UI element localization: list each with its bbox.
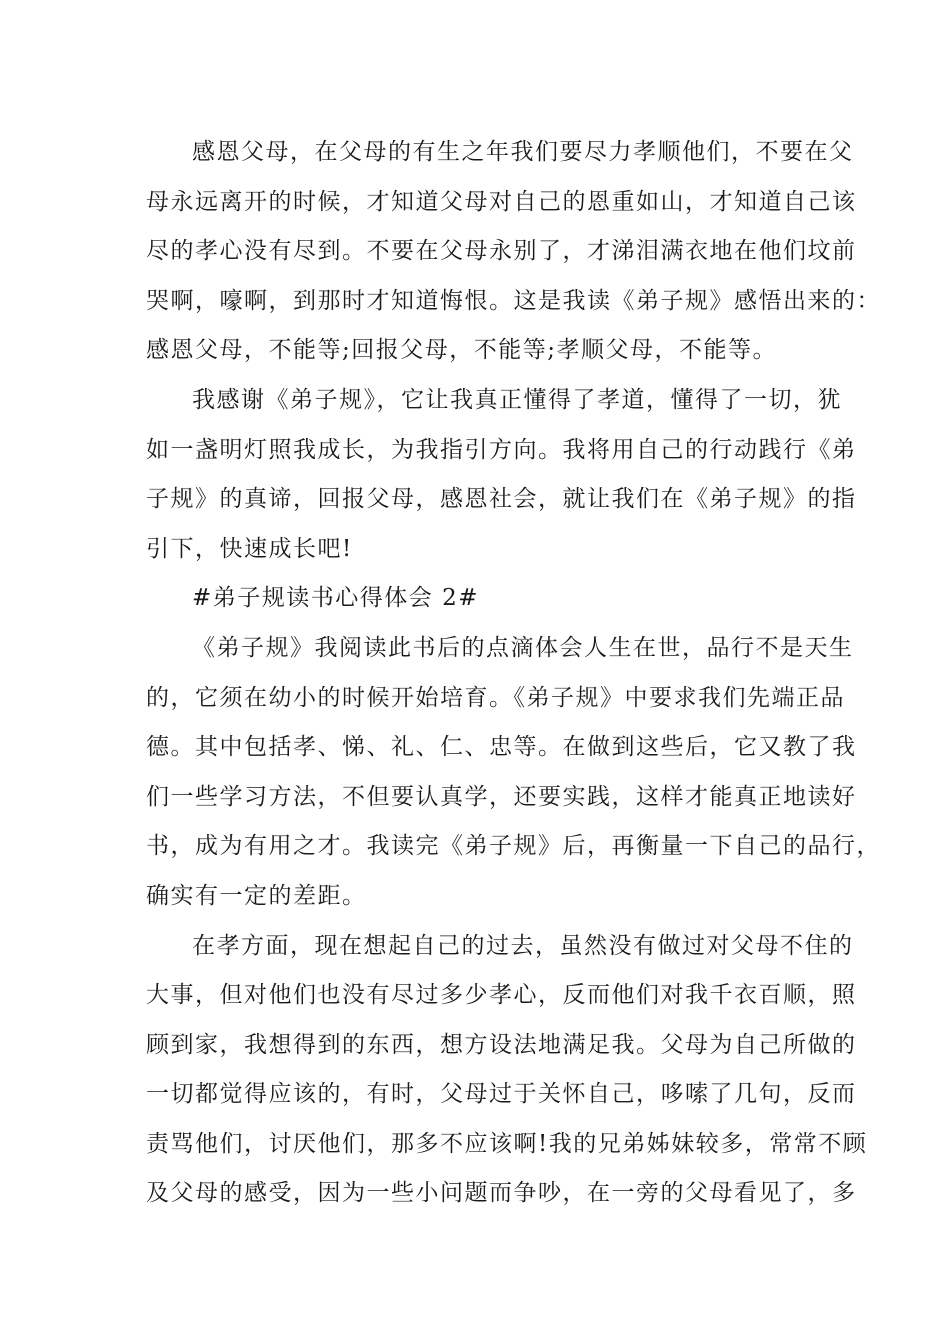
paragraph-line: 引下，快速成长吧! bbox=[146, 535, 353, 562]
paragraph-line: 我感谢《弟子规》，它让我真正懂得了孝道，懂得了一切，犹 bbox=[192, 386, 842, 413]
paragraph-line: 在孝方面，现在想起自己的过去，虽然没有做过对父母不住的 bbox=[192, 932, 854, 959]
paragraph-line: 德。其中包括孝、悌、礼、仁、忠等。在做到这些后，它又教了我 bbox=[146, 734, 857, 761]
section-heading: #弟子规读书心得体会 2# bbox=[192, 585, 479, 612]
paragraph-line: 们一些学习方法，不但要认真学，还要实践，这样才能真正地读好 bbox=[146, 783, 857, 810]
paragraph-line: 感恩父母，在父母的有生之年我们要尽力孝顺他们，不要在父 bbox=[192, 139, 854, 165]
paragraph-line: 母永远离开的时候，才知道父母对自己的恩重如山，才知道自己该 bbox=[146, 188, 857, 215]
paragraph-line: 及父母的感受，因为一些小问题而争吵，在一旁的父母看见了，多 bbox=[146, 1180, 857, 1207]
paragraph-line: 确实有一定的差距。 bbox=[146, 882, 367, 909]
paragraph-line: 责骂他们，讨厌他们，那多不应该啊!我的兄弟姊妹较多，常常不顾 bbox=[146, 1130, 868, 1157]
paragraph-line: 的，它须在幼小的时候开始培育。《弟子规》中要求我们先端正品 bbox=[146, 684, 845, 711]
paragraph-line: 大事，但对他们也没有尽过多少孝心，反而他们对我千衣百顺，照 bbox=[146, 982, 857, 1009]
paragraph-line: 哭啊，嚎啊，到那时才知道悔恨。这是我读《弟子规》感悟出来的： bbox=[146, 287, 881, 314]
paragraph-line: 《弟子规》我阅读此书后的点滴体会人生在世，品行不是天生 bbox=[192, 634, 854, 661]
paragraph-line: 如一盏明灯照我成长，为我指引方向。我将用自己的行动践行《弟 bbox=[146, 436, 857, 463]
paragraph-line: 子规》的真谛，回报父母，感恩社会，就让我们在《弟子规》的指 bbox=[146, 486, 857, 513]
paragraph-line: 尽的孝心没有尽到。不要在父母永别了，才涕泪满衣地在他们坟前 bbox=[146, 238, 857, 265]
paragraph-line: 顾到家，我想得到的东西，想方设法地满足我。父母为自己所做的 bbox=[146, 1031, 857, 1058]
paragraph-line: 一切都觉得应该的，有时，父母过于关怀自己，哆嗦了几句，反而 bbox=[146, 1081, 857, 1108]
paragraph-line: 感恩父母，不能等;回报父母，不能等;孝顺父母，不能等。 bbox=[146, 337, 777, 364]
paragraph-line: 书，成为有用之才。我读完《弟子规》后，再衡量一下自己的品行， bbox=[146, 833, 881, 860]
document-body bbox=[146, 128, 881, 1219]
